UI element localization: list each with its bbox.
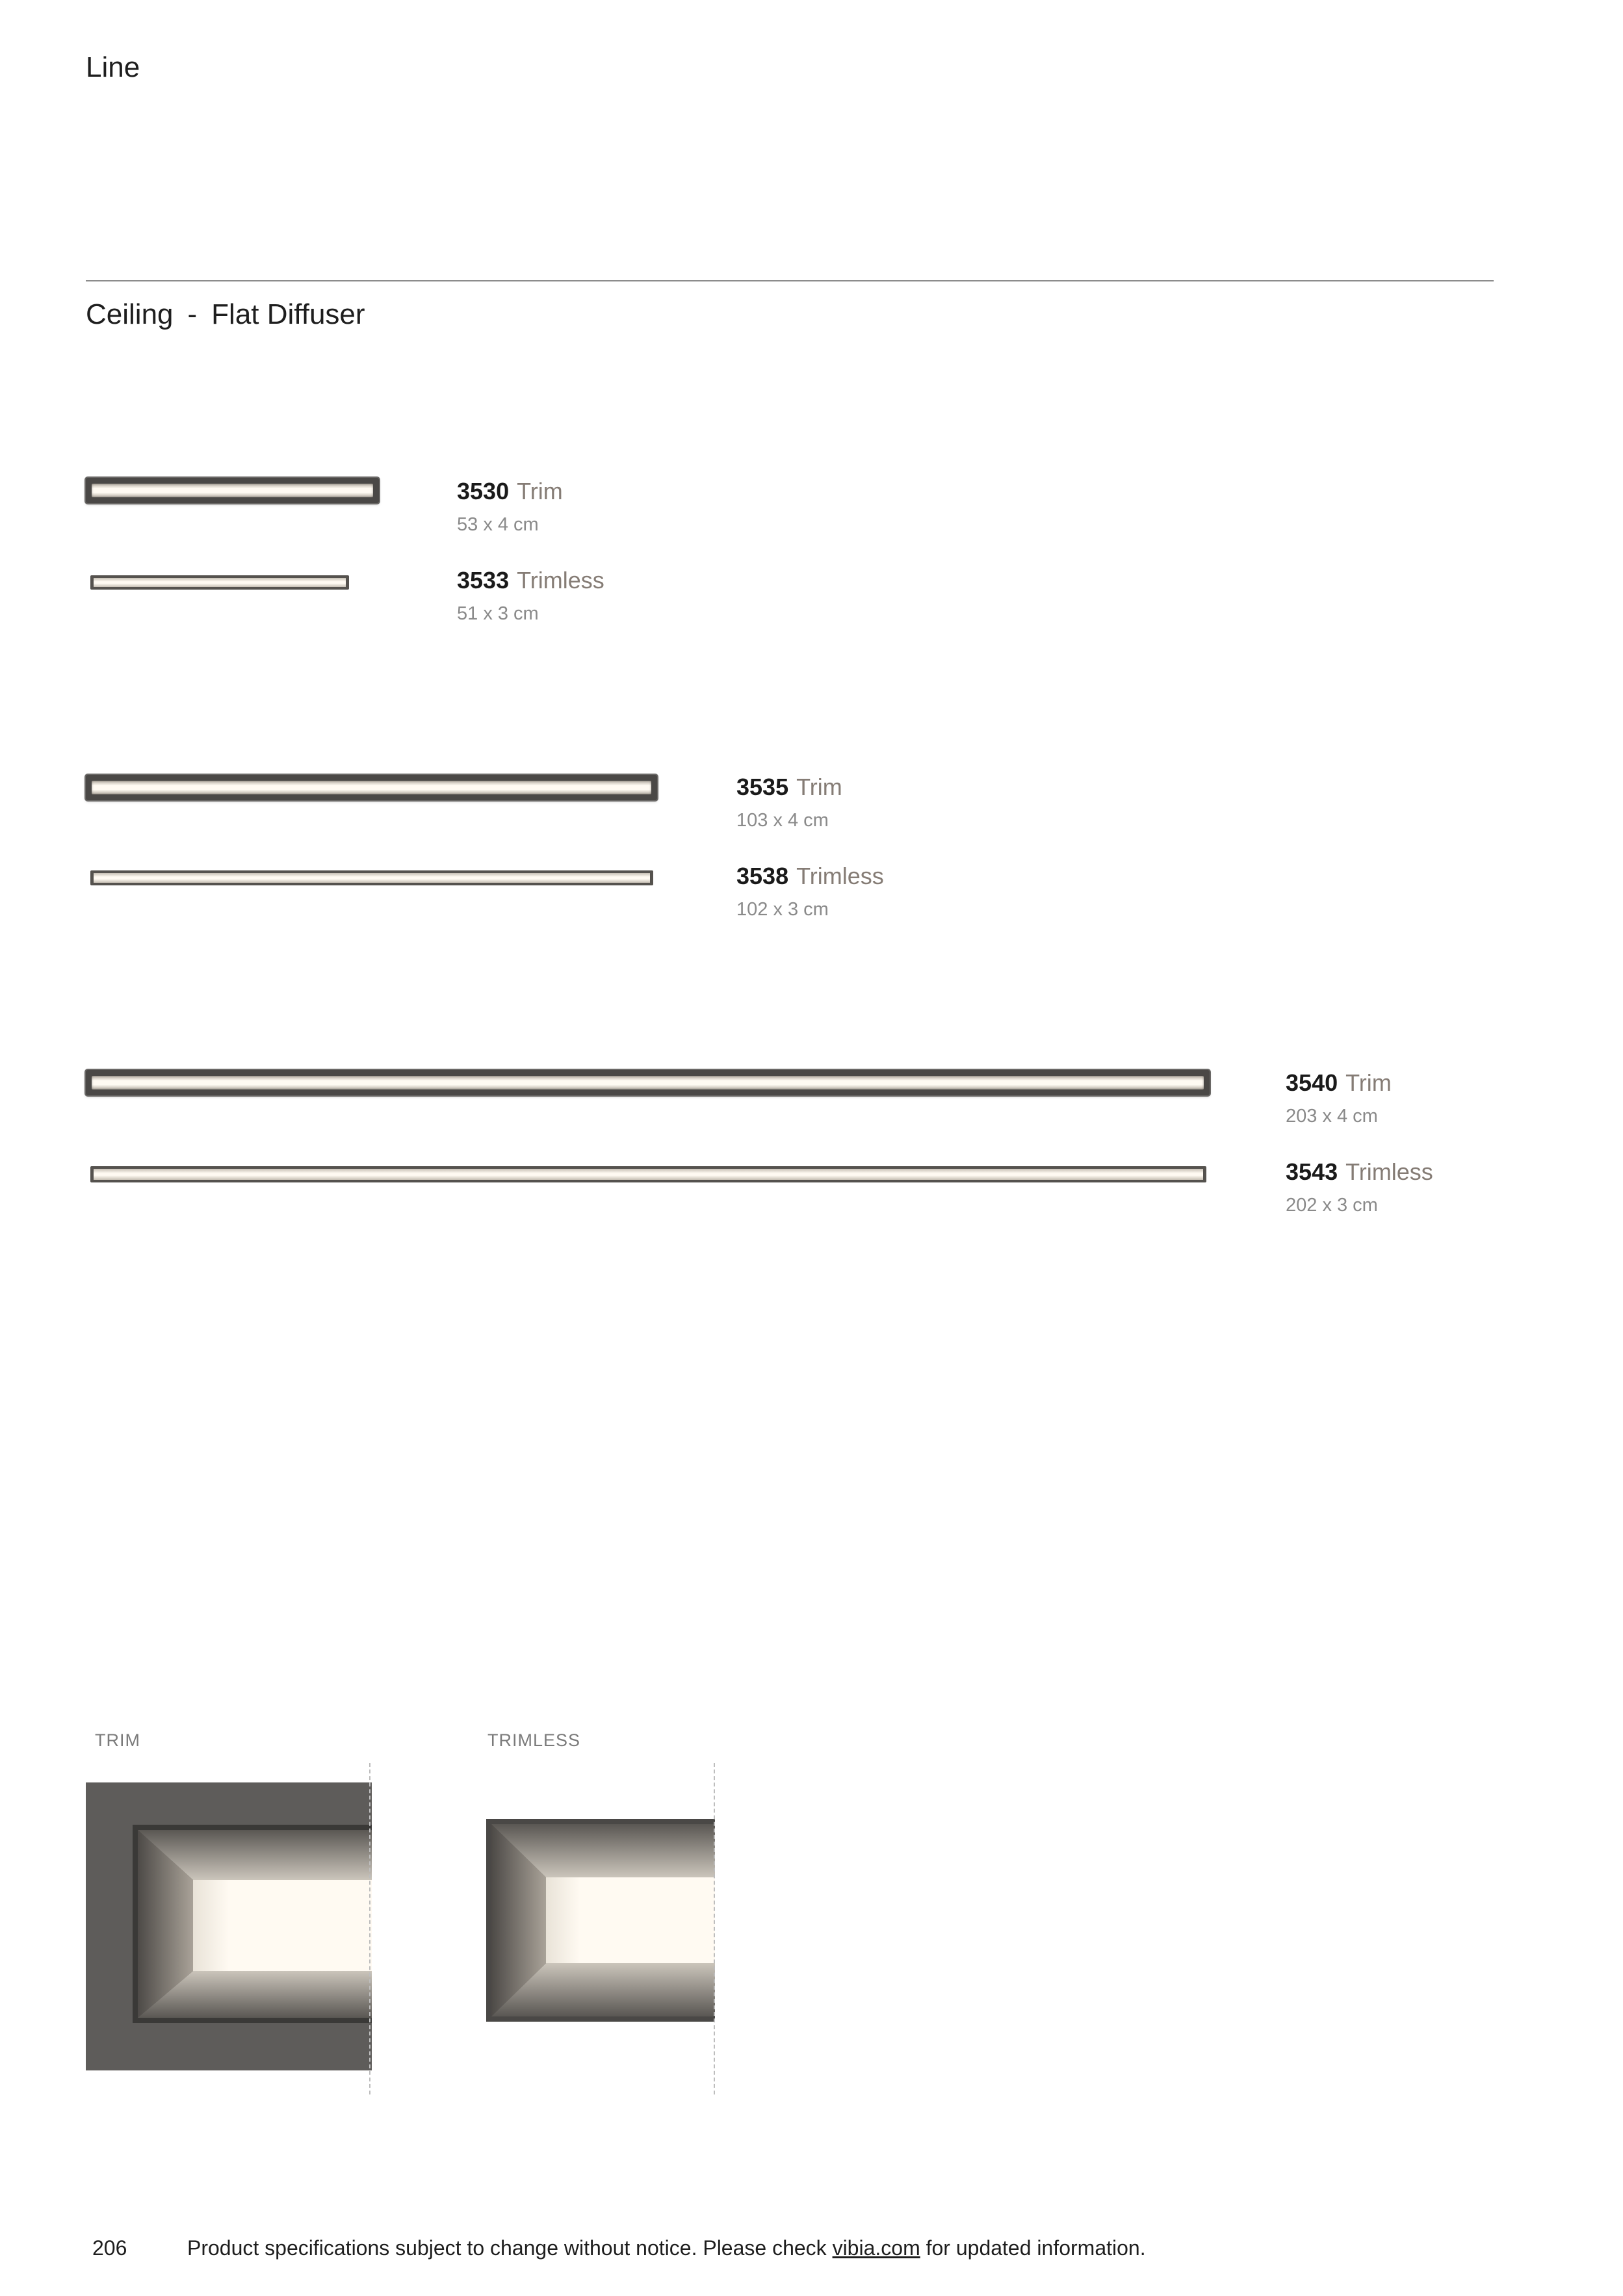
product-3530-dimensions: 53 x 4 cm xyxy=(457,514,539,535)
trim-detail-label: TRIM xyxy=(95,1730,140,1750)
product-3533-label xyxy=(457,569,604,592)
fixture-3540-image xyxy=(86,1070,1210,1095)
trim-cut-line xyxy=(369,1763,370,2094)
fixture-3543-image xyxy=(90,1166,1206,1182)
notice-text-start: Product specifications subject to change without notice. Please check xyxy=(187,2236,833,2260)
product-3543-label xyxy=(1286,1160,1433,1184)
trimless-cut-line xyxy=(714,1763,715,2094)
product-code: 3538 xyxy=(736,863,789,889)
product-code: 3533 xyxy=(457,567,510,594)
product-code: 3540 xyxy=(1286,1069,1338,1096)
fixture-3538-image xyxy=(90,870,653,885)
product-type: Trimless xyxy=(796,863,884,889)
trimless-detail-image xyxy=(486,1819,715,2022)
section-name: Ceiling xyxy=(86,298,174,330)
trim-detail-image xyxy=(86,1782,372,2070)
product-code: 3530 xyxy=(457,478,510,504)
product-3535-label xyxy=(736,776,842,799)
footer-notice xyxy=(187,2236,1146,2260)
product-code: 3535 xyxy=(736,774,789,800)
section-divider xyxy=(86,280,1494,281)
page-number: 206 xyxy=(92,2236,127,2260)
fixture-3530-image xyxy=(86,478,379,503)
fixture-3535-image xyxy=(86,775,657,800)
page-title: Line xyxy=(86,51,140,83)
website-link[interactable]: vibia.com xyxy=(832,2236,920,2260)
product-code: 3543 xyxy=(1286,1158,1338,1185)
product-3540-label xyxy=(1286,1071,1392,1095)
product-type: Trim xyxy=(517,478,563,504)
product-3543-dimensions: 202 x 3 cm xyxy=(1286,1195,1378,1216)
product-3533-dimensions: 51 x 3 cm xyxy=(457,603,539,624)
product-3535-dimensions: 103 x 4 cm xyxy=(736,810,829,831)
product-3538-label xyxy=(736,865,884,888)
product-3540-dimensions: 203 x 4 cm xyxy=(1286,1106,1378,1127)
product-type: Trimless xyxy=(517,567,604,594)
notice-text-end: for updated information. xyxy=(920,2236,1146,2260)
product-type: Trimless xyxy=(1345,1158,1433,1185)
product-type: Trim xyxy=(796,774,842,800)
section-title xyxy=(86,300,365,329)
trimless-detail-label: TRIMLESS xyxy=(487,1730,581,1750)
product-3538-dimensions: 102 x 3 cm xyxy=(736,899,829,920)
product-type: Trim xyxy=(1345,1069,1392,1096)
fixture-3533-image xyxy=(90,575,349,590)
product-3530-label xyxy=(457,480,563,503)
section-variant: Flat Diffuser xyxy=(211,298,365,330)
section-separator: - xyxy=(187,298,198,330)
